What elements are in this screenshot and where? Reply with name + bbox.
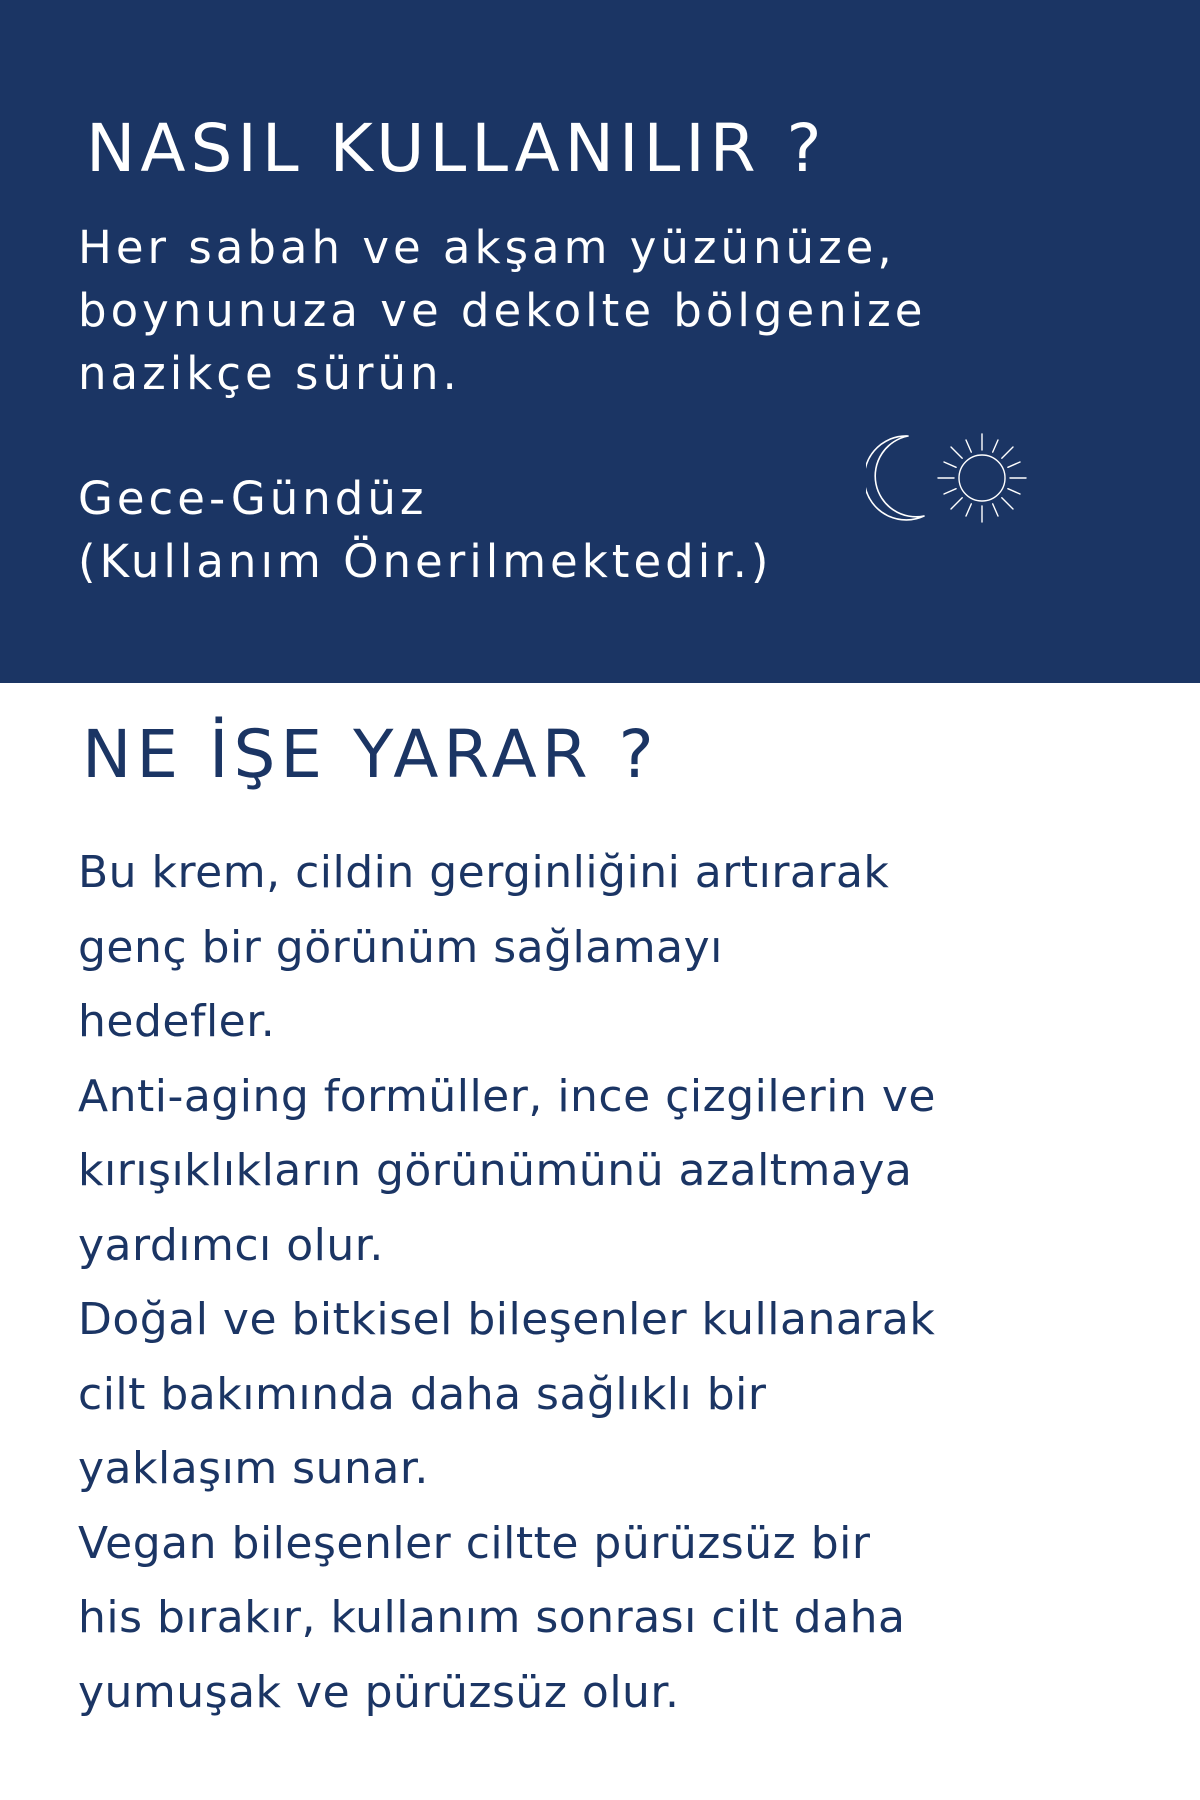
what-it-does-title: NE İŞE YARAR ? xyxy=(82,716,659,793)
paragraph-gap xyxy=(78,405,926,467)
how-to-use-panel xyxy=(0,0,1200,683)
how-to-use-line: nazikçe sürün. xyxy=(78,347,461,400)
how-to-use-line: Her sabah ve akşam yüzünüze, xyxy=(78,221,896,274)
what-it-does-line: kırışıklıkların görünümünü azaltmaya xyxy=(78,1145,913,1196)
moon-icon xyxy=(866,436,924,520)
what-it-does-text xyxy=(78,836,936,1730)
what-it-does-line: Bu krem, cildin gerginliğini artırarak xyxy=(78,847,890,898)
day-night-icon-group xyxy=(866,428,1032,528)
day-night-note-line: Gece-Gündüz xyxy=(78,472,428,525)
what-it-does-line: genç bir görünüm sağlamayı xyxy=(78,921,723,973)
what-it-does-line: yardımcı olur. xyxy=(78,1219,384,1271)
what-it-does-line: Vegan bileşenler ciltte pürüzsüz bir xyxy=(78,1517,871,1569)
day-night-note-line: (Kullanım Önerilmektedir.) xyxy=(78,535,773,588)
what-it-does-line: yaklaşım sunar. xyxy=(78,1443,429,1494)
how-to-use-line: boynunuza ve dekolte bölgenize xyxy=(78,284,927,337)
what-it-does-line: yumuşak ve pürüzsüz olur. xyxy=(78,1666,680,1718)
sun-icon xyxy=(938,434,1026,522)
what-it-does-line: Doğal ve bitkisel bileşenler kullanarak xyxy=(78,1294,936,1345)
what-it-does-line: Anti-aging formüller, ince çizgilerin ve xyxy=(78,1070,936,1122)
what-it-does-line: cilt bakımında daha sağlıklı bir xyxy=(78,1368,767,1420)
what-it-does-line: hedefler. xyxy=(78,996,276,1047)
how-to-use-text xyxy=(78,216,926,593)
what-it-does-line: his bırakır, kullanım sonrası cilt daha xyxy=(78,1592,906,1643)
how-to-use-title: NASIL KULLANILIR ? xyxy=(86,110,827,187)
